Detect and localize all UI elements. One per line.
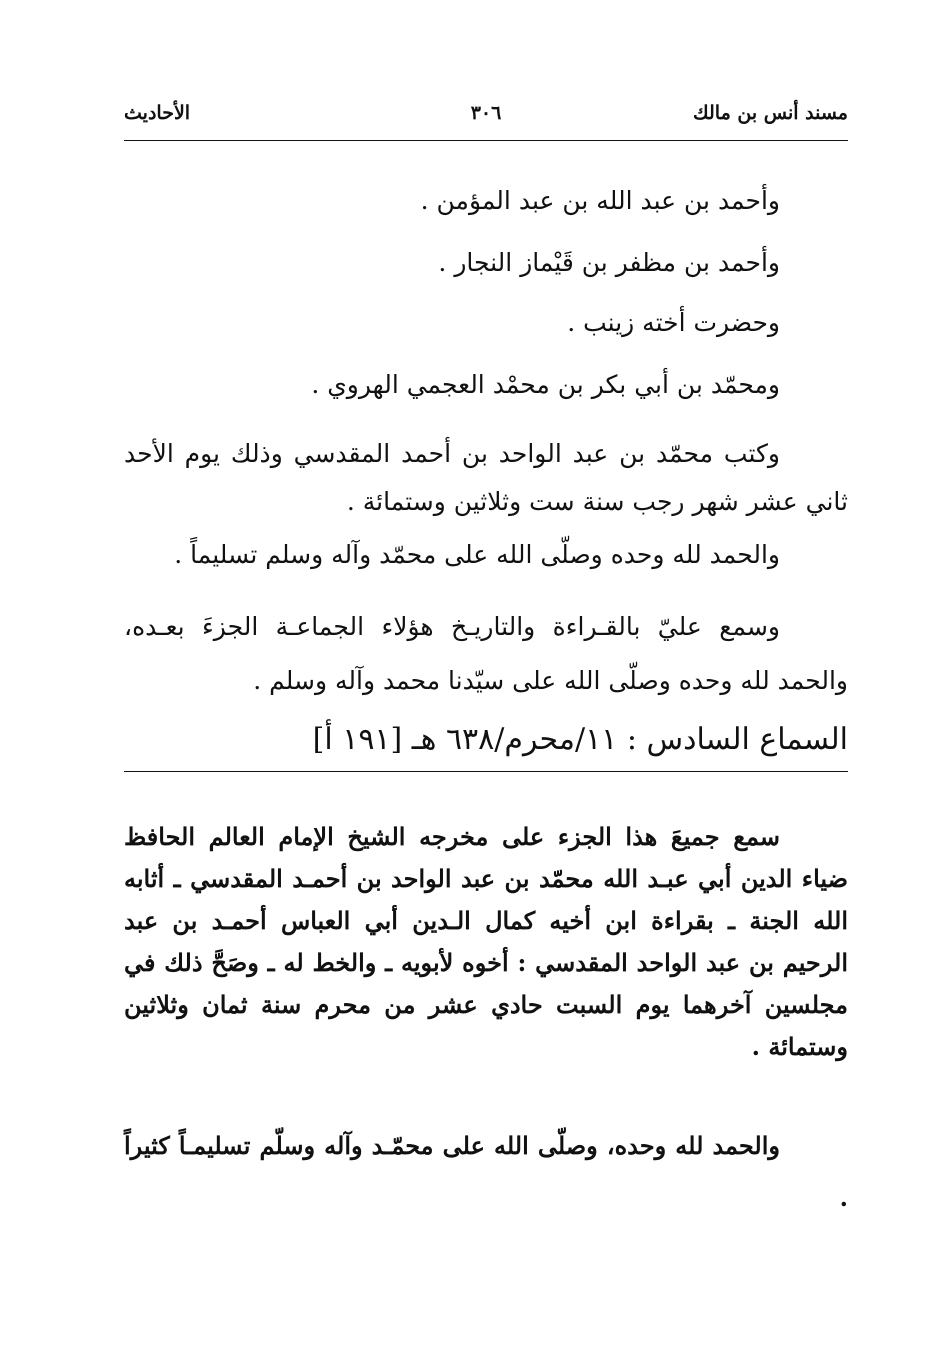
book-title: مسند أنس بن مالك: [693, 102, 848, 124]
paragraph: وكتب محمّد بن عبد الواحد بن أحمد المقدسي وذلك يوم الأحد ثاني عشر شهر رجب سنة ست وثلاثين وستمائة .: [124, 439, 848, 516]
paragraph: وسمع عليّ بالقـراءة والتاريـخ هؤلاء الجماعـة الجزءَ بعـده، والحمد لله وحده وصلّى الله على سيّدنا محمد وآله وسلم .: [124, 612, 848, 695]
text-line: وأحمد بن مظفر بن قَيْماز النجار .: [438, 248, 780, 277]
text-line: وأحمد بن عبد الله بن عبد المؤمن .: [420, 186, 780, 215]
heading-divider: [124, 771, 848, 772]
text-block: [124, 1120, 848, 1224]
text-line: ومحمّد بن أبي بكر بن محمْد العجمي الهروي .: [311, 370, 780, 399]
page-header: [124, 102, 848, 138]
text-line: والحمد لله وحده وصلّى الله على محمّد وآله وسلم تسليماً .: [174, 540, 780, 569]
section-title: الأحاديث: [124, 102, 191, 124]
page-number: ٣٠٦: [470, 102, 502, 124]
paragraph: سمع جميعَ هذا الجزء على مخرجه الشيخ الإمام العالم الحافظ ضياء الدين أبي عبـد الله محمّد بن عبد الواحد بن أحمـد المقدسي ـ أثابه الله الجنة ـ بقراءة ابن أخيه كمال الـدين أبي العباس أحمـد بن عبد الرحيم بن عبد الواحد المقدسي : أخوه لأبويه ـ والخط له ـ وصَحَّ ذلك في مجلسين آخرهما يوم السبت حادي عشر من محرم سنة ثمان وثلاثين وستمائة .: [124, 822, 848, 1061]
section-heading: السماع السادس : ١١/محرم/٦٣٨ هـ [١٩١ أ]: [312, 722, 848, 757]
text-line: وحضرت أخته زينب .: [567, 308, 780, 337]
text-block: [124, 816, 848, 1068]
paragraph: والحمد لله وحده، وصلّى الله على محمّـد وآله وسلّم تسليمـاً كثيراً .: [124, 1131, 848, 1212]
header-divider: [124, 140, 848, 141]
